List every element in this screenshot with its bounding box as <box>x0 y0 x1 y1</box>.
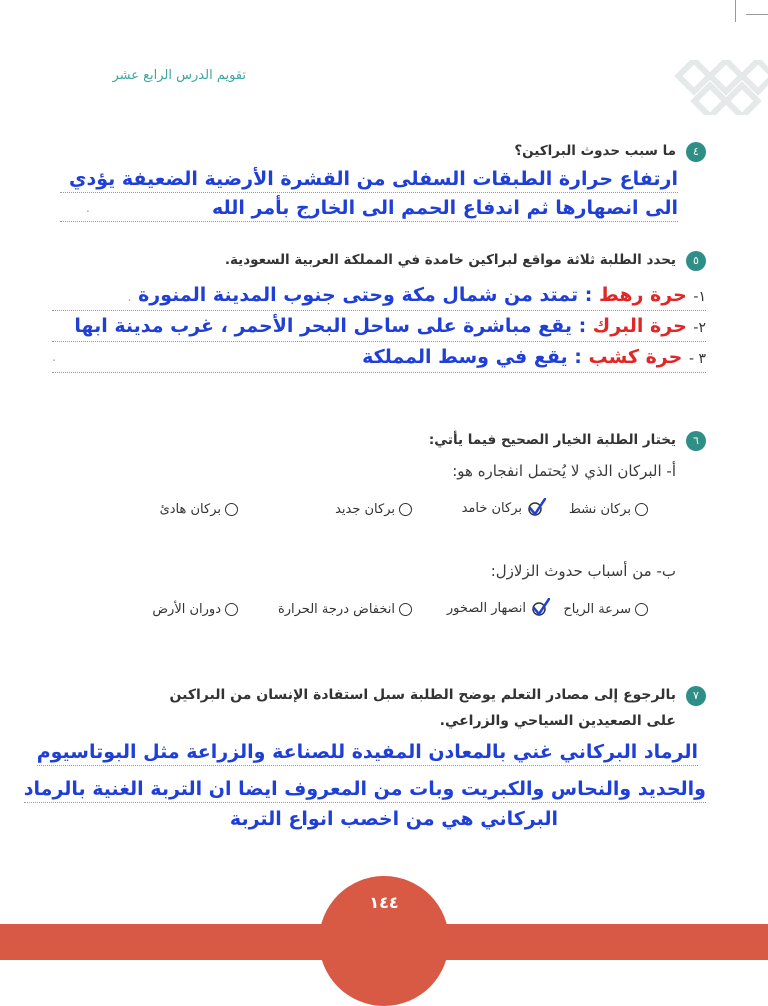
question-text: ما سبب حدوث البراكين؟ <box>514 143 676 159</box>
radio-circle[interactable] <box>635 503 648 516</box>
question-number-badge: ٧ <box>686 686 706 706</box>
volcano-name: حرة رهط <box>598 284 687 306</box>
line-end-dot: . <box>86 201 90 215</box>
option-a-4[interactable] <box>160 502 238 517</box>
radio-circle[interactable] <box>225 603 238 616</box>
option-b-2[interactable] <box>447 598 550 618</box>
radio-circle[interactable] <box>225 503 238 516</box>
question-number-badge: ٤ <box>686 142 706 162</box>
option-label: بركان جديد <box>335 502 395 517</box>
question-text: بالرجوع إلى مصادر التعلم يوضح الطلبة سبل استفادة الإنسان من البراكين <box>169 687 676 703</box>
question-number-badge: ٦ <box>686 431 706 451</box>
answer-line <box>52 282 706 311</box>
answer-text: الى انصهارها ثم اندفاع الحمم الى الخارج بأمر الله <box>211 197 678 219</box>
volcano-location: : يقع في وسط المملكة <box>362 346 589 368</box>
radio-circle[interactable] <box>399 603 412 616</box>
crop-mark <box>735 0 736 22</box>
option-b-4[interactable] <box>152 602 238 617</box>
option-b-3[interactable] <box>278 602 412 617</box>
decorative-pattern <box>673 60 768 115</box>
sub-question-b: ب- من أسباب حدوث الزلازل: <box>490 562 676 580</box>
option-label: دوران الأرض <box>152 602 221 617</box>
answer-line <box>52 344 706 373</box>
answer-line: الرماد البركاني غني بالمعادن المفيدة للصناعة والزراعة مثل البوتاسيوم <box>37 739 698 766</box>
item-index: ٢- <box>693 320 706 336</box>
answer-line <box>60 195 678 222</box>
crop-mark <box>746 14 768 15</box>
answer-line <box>60 166 678 193</box>
option-b-1[interactable] <box>563 602 648 617</box>
volcano-name: حرة البرك <box>592 315 687 337</box>
answer-line <box>52 313 706 342</box>
question-number-badge: ٥ <box>686 251 706 271</box>
volcano-location: : تمتد من شمال مكة وحتى جنوب المدينة المنورة <box>138 284 599 306</box>
option-a-1[interactable] <box>569 502 648 517</box>
option-label: بركان نشط <box>568 502 631 517</box>
option-label: بركان هادئ <box>159 502 221 517</box>
answer-line: والحديد والنحاس والكبريت وبات من المعروف ايضا ان التربة الغنية بالرماد <box>24 776 706 803</box>
line-end-dot: . <box>52 350 56 364</box>
radio-circle[interactable] <box>635 603 648 616</box>
answer-line: البركاني هي من اخصب انواع التربة <box>229 808 558 830</box>
item-index: ٣ - <box>688 351 706 367</box>
question-text: يختار الطلبة الخيار الصحيح فيما يأتي: <box>428 432 676 448</box>
option-label: انصهار الصخور <box>446 600 526 616</box>
checkmark-icon <box>526 498 546 518</box>
question-text: يحدد الطلبة ثلاثة مواقع لبراكين خامدة في المملكة العربية السعودية. <box>224 252 676 268</box>
option-a-3[interactable] <box>335 502 412 517</box>
checkmark-icon <box>530 598 550 618</box>
volcano-location: : يقع مباشرة على ساحل البحر الأحمر ، غرب مدينة ابها <box>74 315 593 337</box>
option-a-2[interactable] <box>462 498 546 518</box>
item-index: ١- <box>693 289 706 305</box>
page-number: ١٤٤ <box>369 893 399 912</box>
answer-text: ارتفاع حرارة الطبقات السفلى من القشرة الأرضية الضعيفة يؤدي <box>69 168 678 190</box>
option-label: انخفاض درجة الحرارة <box>277 602 395 617</box>
option-label: بركان خامد <box>461 500 522 516</box>
page-header-title: تقويم الدرس الرابع عشر <box>112 68 246 83</box>
question-text-continued: على الصعيدين السياحي والزراعي. <box>439 713 676 729</box>
volcano-name: حرة كشب <box>588 346 683 368</box>
radio-circle[interactable] <box>399 503 412 516</box>
line-end-dot: . <box>127 290 132 304</box>
option-label: سرعة الرياح <box>563 602 631 617</box>
sub-question-a: أ- البركان الذي لا يُحتمل انفجاره هو: <box>452 462 676 480</box>
